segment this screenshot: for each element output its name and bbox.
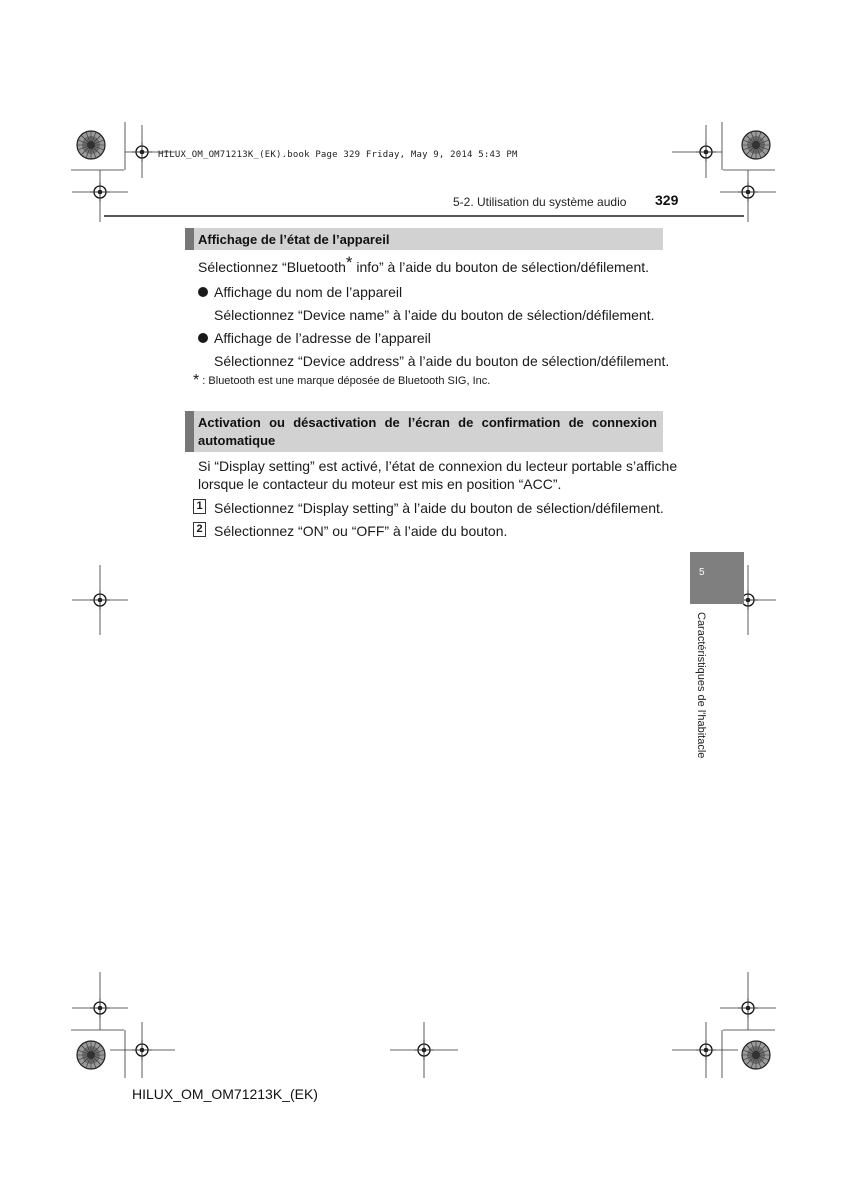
reg-mark-bottom-left — [71, 972, 175, 1078]
bullet-title-device-name: Affichage du nom de l’appareil — [214, 284, 403, 300]
step-text-2: Sélectionnez “ON” ou “OFF” à l’aide du bouton. — [214, 523, 508, 539]
footnote — [193, 371, 490, 389]
bullet-detail-device-name: Sélectionnez “Device name” à l’aide du bouton de sélection/défilement. — [214, 307, 655, 323]
step-number-1: 1 — [193, 499, 206, 514]
bullet-icon — [198, 287, 208, 297]
section-heading-device-status — [185, 228, 663, 250]
section2-intro-line-2: lorsque le contacteur du moteur est mis en position “ACC”. — [198, 476, 562, 492]
chapter-number: 5 — [699, 567, 705, 578]
bullet-title-device-address: Affichage de l’adresse de l’appareil — [214, 330, 431, 346]
intro-text-start: Sélectionnez “Bluetooth — [198, 259, 346, 275]
reg-mark-top-right — [672, 122, 776, 222]
bullet-icon — [198, 333, 208, 343]
step-number-2: 2 — [193, 522, 206, 537]
chapter-title: Caractéristiques de l'habitacle — [695, 612, 707, 759]
intro-text-end: info” à l’aide du bouton de sélection/défilement. — [352, 259, 650, 275]
step-text-1: Sélectionnez “Display setting” à l’aide du bouton de sélection/défilement. — [214, 500, 664, 516]
section2-intro-line-1: Si “Display setting” est activé, l’état de connexion du lecteur portable s’affiche — [198, 458, 678, 474]
reg-mark-top-left — [71, 122, 175, 222]
chapter-tab — [690, 552, 744, 604]
reg-mark-bottom-right — [672, 972, 776, 1078]
section-heading-line-2: automatique — [198, 433, 276, 448]
print-info: HILUX_OM_OM71213K_(EK).book Page 329 Friday, May 9, 2014 5:43 PM — [158, 150, 518, 160]
reg-mark-mid-left — [72, 565, 128, 635]
bullet-detail-device-address: Sélectionnez “Device address” à l’aide du bouton de sélection/défilement. — [214, 353, 670, 369]
section1-intro — [198, 253, 650, 276]
header-rule — [104, 215, 744, 217]
page-number: 329 — [655, 192, 679, 208]
reg-mark-bottom-center — [390, 1022, 458, 1078]
footnote-asterisk: * — [193, 372, 200, 389]
asterisk-mark: * — [345, 253, 353, 272]
section-heading-line-1: Activation ou désactivation de l’écran de confirmation de connexion — [198, 415, 657, 430]
footnote-text: : Bluetooth est une marque déposée de Bluetooth SIG, Inc. — [202, 375, 491, 387]
header-section-title: 5-2. Utilisation du système audio — [453, 195, 627, 209]
section-heading-label: Affichage de l’état de l’appareil — [198, 232, 390, 247]
section-heading-auto-connection — [185, 411, 663, 452]
footer-book-code: HILUX_OM_OM71213K_(EK) — [132, 1086, 318, 1102]
